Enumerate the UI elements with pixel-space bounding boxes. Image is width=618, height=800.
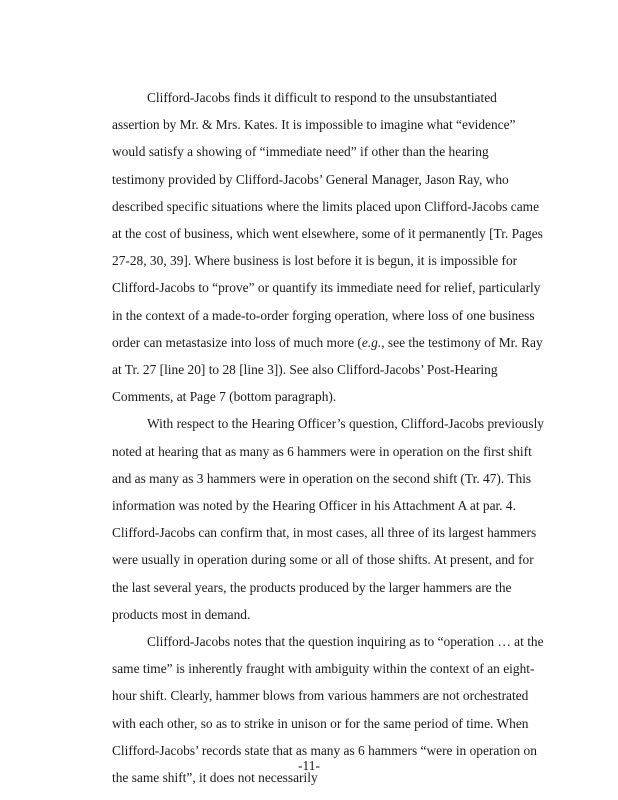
paragraph-2 (112, 410, 544, 628)
paragraph-3-text: Clifford-Jacobs notes that the question inquiring as to “operation … at the same time” is inherently fraught with ambiguity within the context of an eight-hour shift. Clearly, hammer blows from various hammers are not orchestrated with each other, so as to strike in unison or for the same period of time. When Clifford-Jacobs’ records state that as many as 6 hammers “were in operation on the same shift”, it does not necessarily (112, 634, 544, 786)
page-number: -11- (298, 758, 320, 773)
body-text (112, 84, 544, 791)
paragraph-1-text-italic: e.g. (361, 334, 382, 350)
paragraph-1-text-a: Clifford-Jacobs finds it difficult to respond to the unsubstantiated assertion by Mr. & Mrs. Kates. It is impossible to imagine what “evidence” would satisfy a showing of “immediate need” if other than the hearing testimony provided by Clifford-Jacobs’ General Manager, Jason Ray, who described specific situations where the limits placed upon Clifford-Jacobs came at the cost of business, which went elsewhere, some of it permanently [Tr. Pages 27-28, 30, 39]. Where business is lost before it is begun, it is impossible for Clifford-Jacobs to “prove” or quantify its immediate need for relief, particularly in the context of a made-to-order forging operation, where loss of one business order can metastasize into loss of much more ( (112, 90, 543, 350)
paragraph-2-text: With respect to the Hearing Officer’s question, Clifford-Jacobs previously noted at hearing that as many as 6 hammers were in operation on the first shift and as many as 3 hammers were in operation on the second shift (Tr. 47). This information was noted by the Hearing Officer in his Attachment A at par. 4. Clifford-Jacobs can confirm that, in most cases, all three of its largest hammers were usually in operation during some or all of those shifts. At present, and for the last several years, the products produced by the larger hammers are the products most in demand. (112, 416, 544, 622)
paragraph-1 (112, 84, 544, 410)
paragraph-1-text-b: , see the testimony of Mr. Ray at Tr. 27 [line 20] to 28 [line 3]). See also Clifford-Jacobs’ Post-Hearing Comments, at Page 7 (bottom paragraph). (112, 334, 543, 405)
